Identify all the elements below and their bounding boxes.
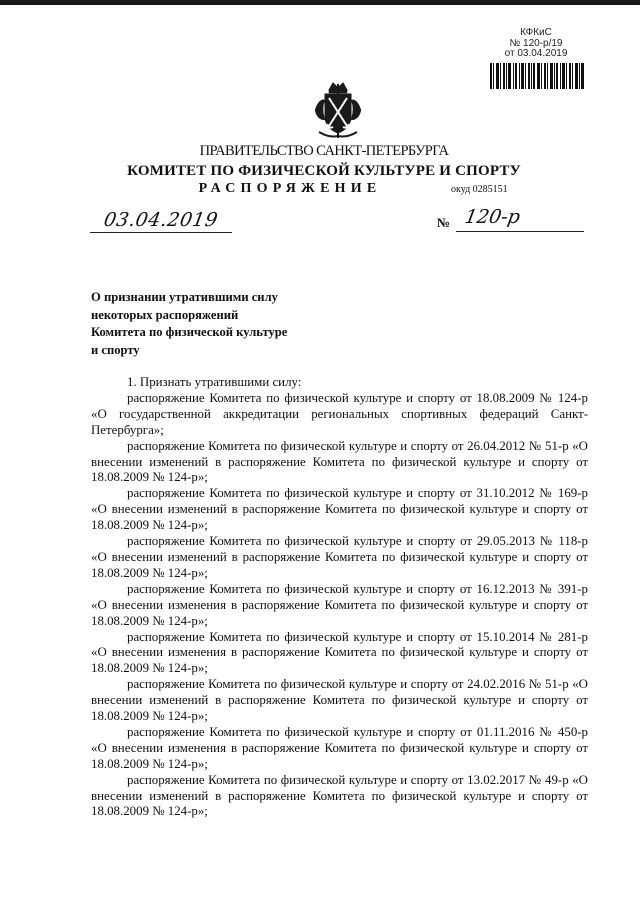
body-paragraph: распоряжение Комитета по физической культуре и спорту от 13.02.2017 № 49-р «О внесении изменений в распоряжение Комитета по физической культуре и спорту от 18.08.2009 № 124-р»; — [91, 772, 588, 819]
stamp-number: № 120-р/19 — [509, 37, 563, 49]
document-body — [91, 375, 588, 820]
barcode-icon — [490, 63, 584, 89]
body-paragraph: распоряжение Комитета по физической культуре и спорту от 01.11.2016 № 450-р «О внесении изменения в распоряжение Комитета по физической культуре и спорту от 18.08.2009 № 124-р»; — [91, 724, 588, 771]
number-label: № — [437, 215, 451, 230]
okud-code: окуд 0285151 — [451, 184, 508, 195]
subject-line: Комитета по физической культуре — [91, 325, 288, 340]
government-name: ПРАВИТЕЛЬСТВО САНКТ-ПЕТЕРБУРГА — [199, 143, 449, 159]
subject-line: и спорту — [91, 342, 140, 357]
stamp-org: КФКиС — [520, 27, 552, 38]
body-paragraph: распоряжение Комитета по физической культуре и спорту от 18.08.2009 № 124-р «О государственной аккредитации региональных спортивных федераций Санкт-Петербурга»; — [91, 390, 588, 437]
item-title: 1. Признать утратившими силу: — [127, 375, 302, 389]
registration-stamp — [486, 28, 586, 60]
coat-of-arms-icon — [309, 80, 367, 142]
committee-name: КОМИТЕТ ПО ФИЗИЧЕСКОЙ КУЛЬТУРЕ И СПОРТУ — [127, 163, 521, 179]
body-paragraph: распоряжение Комитета по физической культуре и спорту от 24.02.2016 № 51-р «О внесении изменений в распоряжение Комитета по физической культуре и спорту от 18.08.2009 № 124-р»; — [91, 677, 588, 724]
handwritten-date: 03.04.2019 — [102, 209, 220, 231]
document-subject — [91, 289, 351, 359]
subject-line: О признании утратившими силу — [91, 290, 278, 304]
body-paragraph: распоряжение Комитета по физической культуре и спорту от 26.04.2012 № 51-р «О внесении изменений в распоряжение Комитета по физической культуре и спорту от 18.08.2009 № 124-р»; — [91, 438, 588, 485]
body-paragraph: распоряжение Комитета по физической культуре и спорту от 16.12.2013 № 391-р «О внесении изменения в распоряжение Комитета по физической культуре и спорту от 18.08.2009 № 124-р»; — [91, 581, 588, 628]
document-type: РАСПОРЯЖЕНИЕ — [198, 181, 382, 196]
scan-edge-bar — [0, 0, 640, 5]
stamp-date: от 03.04.2019 — [504, 48, 568, 59]
number-underline — [456, 231, 584, 232]
subject-line: некоторых распоряжений — [91, 307, 239, 322]
date-underline — [90, 232, 232, 233]
body-paragraph: распоряжение Комитета по физической культуре и спорту от 15.10.2014 № 281-р «О внесении изменения в распоряжение Комитета по физической культуре и спорту от 18.08.2009 № 124-р»; — [91, 629, 588, 676]
handwritten-number: 120-р — [463, 206, 522, 228]
body-paragraph: распоряжение Комитета по физической культуре и спорту от 29.05.2013 № 118-р «О внесении изменений в распоряжение Комитета по физической культуре и спорту от 18.08.2009 № 124-р»; — [91, 534, 588, 580]
body-paragraph: распоряжение Комитета по физической культуре и спорту от 31.10.2012 № 169-р «О внесении изменений в распоряжение Комитета по физической культуре и спорту от 18.08.2009 № 124-р»; — [91, 486, 588, 533]
